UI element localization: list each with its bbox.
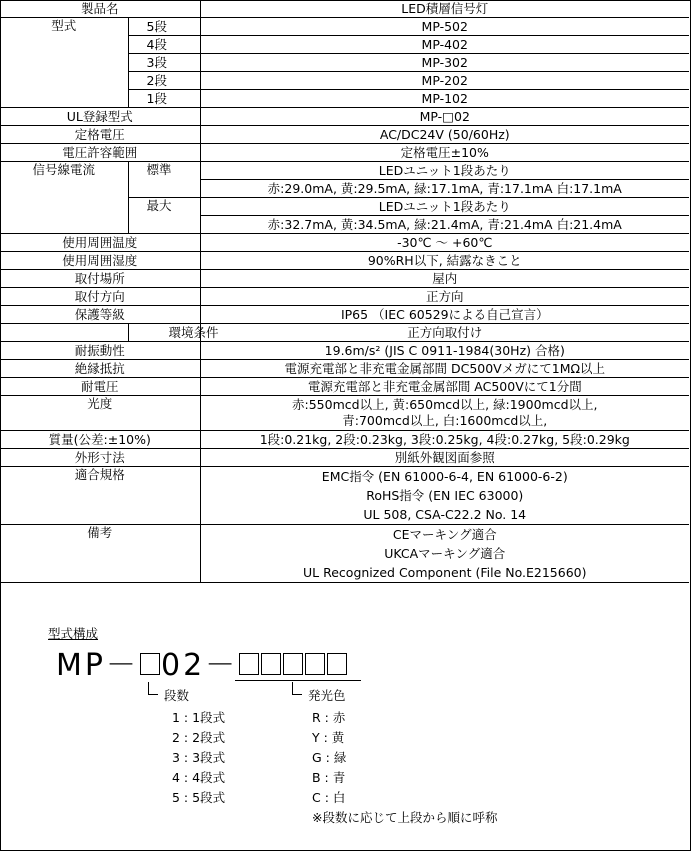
product-name-label: 製品名 bbox=[0, 0, 200, 18]
row-ul-model bbox=[0, 108, 689, 126]
current-standard-values: 赤:29.0mA, 黄:29.5mA, 緑:17.1mA, 青:17.1mA 白:17.1mA bbox=[200, 180, 689, 198]
luminous-line: 青:700mcd以上, 白:1600mcd以上, bbox=[342, 413, 548, 428]
row-protection bbox=[0, 306, 689, 324]
row-rated-voltage bbox=[0, 126, 689, 144]
rated-voltage-label: 定格電圧 bbox=[0, 126, 200, 144]
row-standards bbox=[0, 467, 689, 525]
vibration-label: 耐振動性 bbox=[0, 342, 200, 360]
remark-item: UKCAマーキング適合 bbox=[384, 546, 506, 561]
standard-item: UL 508, CSA-C22.2 No. 14 bbox=[363, 507, 527, 522]
model-value: MP-202 bbox=[200, 72, 689, 90]
remark-item: UL Recognized Component (File No.E215660) bbox=[303, 565, 587, 580]
color-slot-box bbox=[305, 653, 325, 675]
color-option: Y : 黄 bbox=[312, 730, 345, 745]
ul-model-value: MP-□02 bbox=[200, 108, 689, 126]
mass-label: 質量(公差:±10%) bbox=[0, 431, 200, 449]
insulation-value: 電源充電部と非充電金属部間 DC500Vメガにて1MΩ以上 bbox=[200, 360, 689, 378]
remark-item: CEマーキング適合 bbox=[392, 527, 497, 542]
model-value: MP-402 bbox=[200, 36, 689, 54]
model-code bbox=[56, 646, 348, 684]
tier-bracket bbox=[148, 682, 158, 695]
color-option: G : 緑 bbox=[312, 750, 347, 765]
model-value: MP-102 bbox=[200, 90, 689, 108]
row-environment bbox=[0, 324, 689, 342]
tier-option: 4 : 4段式 bbox=[172, 770, 226, 785]
row-mount-place bbox=[0, 270, 689, 288]
order-note: ※段数に応じて上段から順に呼称 bbox=[312, 810, 498, 825]
model-tier: 5段 bbox=[128, 18, 200, 36]
row-voltage-tolerance bbox=[0, 144, 689, 162]
color-slot-box bbox=[261, 653, 281, 675]
insulation-label: 絶縁抵抗 bbox=[0, 360, 200, 378]
luminous-value bbox=[200, 396, 689, 431]
standard-item: EMC指令 (EN 61000-6-4, EN 61000-6-2) bbox=[321, 469, 568, 484]
standards-label: 適合規格 bbox=[0, 467, 200, 525]
vibration-value: 19.6m/s² (JIS C 0911-1984(30Hz) 合格) bbox=[200, 342, 689, 360]
mount-place-value: 屋内 bbox=[200, 270, 689, 288]
withstand-label: 耐電圧 bbox=[0, 378, 200, 396]
tiers-list bbox=[172, 708, 225, 808]
current-max-head: LEDユニット1段あたり bbox=[200, 198, 689, 216]
row-model bbox=[0, 18, 689, 36]
product-name-value: LED積層信号灯 bbox=[200, 0, 689, 18]
model-value: MP-502 bbox=[200, 18, 689, 36]
humidity-value: 90%RH以下, 結露なきこと bbox=[200, 252, 689, 270]
current-standard-label: 標準 bbox=[128, 162, 200, 198]
row-temperature bbox=[0, 234, 689, 252]
row-dimensions bbox=[0, 449, 689, 467]
row-product-name bbox=[0, 0, 689, 18]
color-option: B : 青 bbox=[312, 770, 346, 785]
protection-value: IP65 （IEC 60529による自己宣言） bbox=[200, 306, 689, 324]
standard-item: RoHS指令 (EN IEC 63000) bbox=[366, 488, 524, 503]
temperature-value: -30℃ ～ +60℃ bbox=[200, 234, 689, 252]
luminous-line: 赤:550mcd以上, 黄:650mcd以上, 緑:1900mcd以上, bbox=[292, 397, 598, 412]
protection-label: 保護等級 bbox=[0, 306, 200, 324]
model-structure-title: 型式構成 bbox=[48, 626, 99, 641]
rated-voltage-value: AC/DC24V (50/60Hz) bbox=[200, 126, 689, 144]
color-slots-underline bbox=[235, 680, 361, 681]
colors-label: 発光色 bbox=[308, 688, 346, 703]
model-label: 型式 bbox=[0, 18, 128, 108]
color-option: C : 白 bbox=[312, 790, 346, 805]
current-max-label: 最大 bbox=[128, 198, 200, 234]
standards-value bbox=[200, 467, 689, 525]
remarks-label: 備考 bbox=[0, 525, 200, 583]
row-withstand bbox=[0, 378, 689, 396]
row-mount-direction bbox=[0, 288, 689, 306]
mount-place-label: 取付場所 bbox=[0, 270, 200, 288]
row-remarks bbox=[0, 525, 689, 583]
model-structure bbox=[48, 626, 648, 841]
model-tier: 2段 bbox=[128, 72, 200, 90]
code-prefix: MP－ bbox=[56, 647, 139, 683]
tiers-label: 段数 bbox=[164, 688, 190, 703]
ul-model-label: UL登録型式 bbox=[0, 108, 200, 126]
mass-value: 1段:0.21kg, 2段:0.23kg, 3段:0.25kg, 4段:0.27kg, 5段:0.29kg bbox=[200, 431, 689, 449]
voltage-tolerance-label: 電圧許容範囲 bbox=[0, 144, 200, 162]
tier-option: 5 : 5段式 bbox=[172, 790, 226, 805]
model-tier: 4段 bbox=[128, 36, 200, 54]
row-signal-current bbox=[0, 162, 689, 180]
mount-direction-label: 取付方向 bbox=[0, 288, 200, 306]
model-tier: 1段 bbox=[128, 90, 200, 108]
dimensions-value: 別紙外観図面参照 bbox=[200, 449, 689, 467]
withstand-value: 電源充電部と非充電金属部間 AC500Vにて1分間 bbox=[200, 378, 689, 396]
colors-list bbox=[312, 708, 497, 828]
row-insulation bbox=[0, 360, 689, 378]
dimensions-label: 外形寸法 bbox=[0, 449, 200, 467]
tier-option: 2 : 2段式 bbox=[172, 730, 226, 745]
environment-label: 環境条件 bbox=[128, 324, 200, 342]
humidity-label: 使用周囲湿度 bbox=[0, 252, 200, 270]
color-option: R : 赤 bbox=[312, 710, 346, 725]
tier-option: 1 : 1段式 bbox=[172, 710, 226, 725]
row-mass bbox=[0, 431, 689, 449]
row-vibration bbox=[0, 342, 689, 360]
row-humidity bbox=[0, 252, 689, 270]
current-max-values: 赤:32.7mA, 黄:34.5mA, 緑:21.4mA, 青:21.4mA 白:21.4mA bbox=[200, 216, 689, 234]
color-bracket bbox=[292, 682, 302, 695]
row-luminous bbox=[0, 396, 689, 431]
current-standard-head: LEDユニット1段あたり bbox=[200, 162, 689, 180]
environment-value: 正方向取付け bbox=[200, 324, 689, 342]
tier-option: 3 : 3段式 bbox=[172, 750, 226, 765]
model-value: MP-302 bbox=[200, 54, 689, 72]
voltage-tolerance-value: 定格電圧±10% bbox=[200, 144, 689, 162]
code-middle: 02－ bbox=[160, 647, 239, 683]
color-slot-box bbox=[283, 653, 303, 675]
color-slot-box bbox=[327, 653, 347, 675]
color-slot-box bbox=[239, 653, 259, 675]
signal-current-label: 信号線電流 bbox=[0, 162, 128, 234]
temperature-label: 使用周囲温度 bbox=[0, 234, 200, 252]
luminous-label: 光度 bbox=[0, 396, 200, 431]
model-tier: 3段 bbox=[128, 54, 200, 72]
mount-direction-value: 正方向 bbox=[200, 288, 689, 306]
tier-slot-box bbox=[140, 653, 160, 675]
remarks-value bbox=[200, 525, 689, 583]
